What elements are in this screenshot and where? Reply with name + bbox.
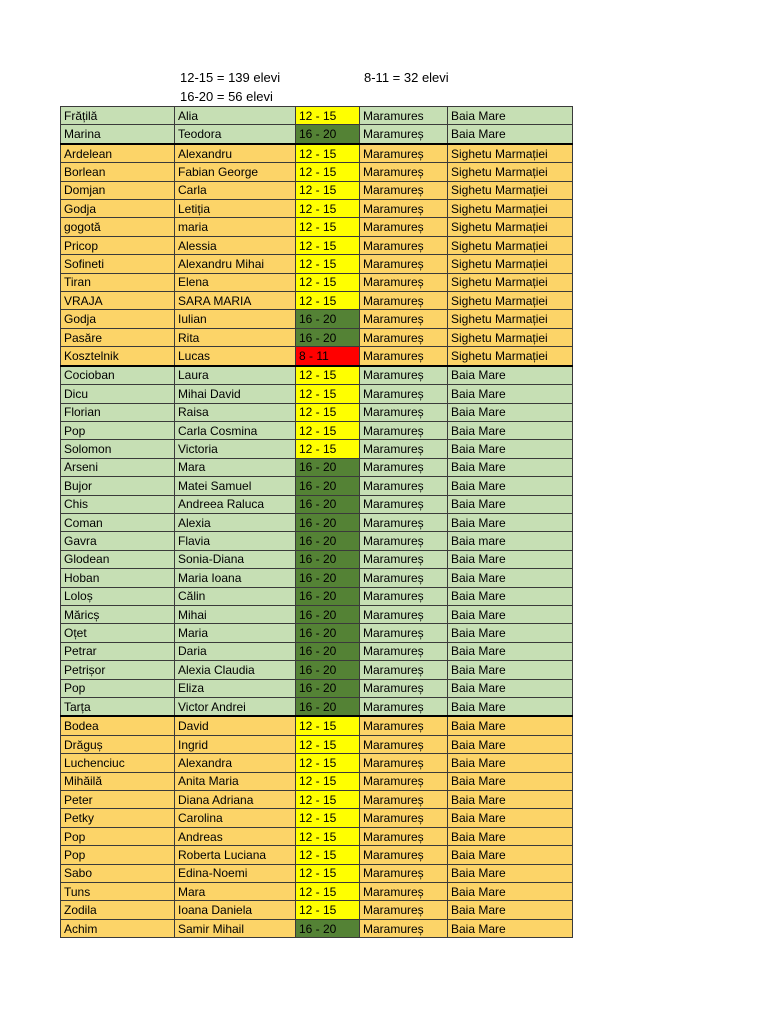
city-cell[interactable]: Baia Mare xyxy=(448,587,573,605)
last-name-cell[interactable]: Glodean xyxy=(61,550,175,568)
last-name-cell[interactable]: Oțet xyxy=(61,624,175,642)
age-group-cell[interactable]: 16 - 20 xyxy=(296,679,360,697)
city-cell[interactable]: Baia Mare xyxy=(448,569,573,587)
table-row xyxy=(61,347,573,366)
first-name-cell[interactable]: Călin xyxy=(175,587,296,605)
county-cell[interactable]: Maramureș xyxy=(360,385,448,403)
table-row xyxy=(61,754,573,772)
last-name-cell[interactable]: Mihăilă xyxy=(61,772,175,790)
county-cell[interactable]: Maramureș xyxy=(360,218,448,236)
age-group-cell[interactable]: 16 - 20 xyxy=(296,458,360,476)
last-name-cell[interactable]: Cocioban xyxy=(61,366,175,385)
first-name-cell[interactable]: Sonia-Diana xyxy=(175,550,296,568)
county-cell[interactable]: Maramureș xyxy=(360,827,448,845)
county-cell[interactable]: Maramureș xyxy=(360,403,448,421)
county-cell[interactable]: Maramureș xyxy=(360,310,448,328)
first-name-cell[interactable]: Alexandru Mihai xyxy=(175,255,296,273)
county-cell[interactable]: Maramureș xyxy=(360,458,448,476)
county-cell[interactable]: Maramureș xyxy=(360,163,448,181)
summary-age-16-20: 16-20 = 56 elevi xyxy=(180,89,273,104)
table-row xyxy=(61,827,573,845)
age-group-cell[interactable]: 12 - 15 xyxy=(296,273,360,291)
age-group-cell[interactable]: 12 - 15 xyxy=(296,292,360,310)
first-name-cell[interactable]: Maria xyxy=(175,624,296,642)
table-row xyxy=(61,809,573,827)
table-row xyxy=(61,163,573,181)
age-group-cell[interactable]: 16 - 20 xyxy=(296,587,360,605)
table-row xyxy=(61,883,573,901)
age-group-cell[interactable]: 12 - 15 xyxy=(296,772,360,790)
age-group-cell[interactable]: 12 - 15 xyxy=(296,236,360,254)
age-group-cell[interactable]: 16 - 20 xyxy=(296,550,360,568)
age-group-cell[interactable]: 12 - 15 xyxy=(296,716,360,735)
summary-age-12-15: 12-15 = 139 elevi xyxy=(180,70,281,85)
age-group-cell[interactable]: 12 - 15 xyxy=(296,883,360,901)
last-name-cell[interactable]: gogotă xyxy=(61,218,175,236)
county-cell[interactable]: Maramureș xyxy=(360,255,448,273)
table-row xyxy=(61,550,573,568)
city-cell[interactable]: Baia Mare xyxy=(448,495,573,513)
first-name-cell[interactable]: Andreas xyxy=(175,827,296,845)
last-name-cell[interactable]: Frățilă xyxy=(61,107,175,125)
first-name-cell[interactable]: Letiția xyxy=(175,200,296,218)
age-group-cell[interactable]: 16 - 20 xyxy=(296,919,360,937)
table-row xyxy=(61,569,573,587)
last-name-cell[interactable]: Godja xyxy=(61,310,175,328)
table-row xyxy=(61,864,573,882)
age-group-cell[interactable]: 16 - 20 xyxy=(296,532,360,550)
last-name-cell[interactable]: Arseni xyxy=(61,458,175,476)
first-name-cell[interactable]: Teodora xyxy=(175,125,296,144)
county-cell[interactable]: Maramureș xyxy=(360,181,448,199)
county-cell[interactable]: Maramureș xyxy=(360,328,448,346)
last-name-cell[interactable]: Florian xyxy=(61,403,175,421)
city-cell[interactable]: Sighetu Marmației xyxy=(448,255,573,273)
table-row xyxy=(61,901,573,919)
city-cell[interactable]: Baia Mare xyxy=(448,679,573,697)
city-cell[interactable]: Baia Mare xyxy=(448,624,573,642)
last-name-cell[interactable]: Hoban xyxy=(61,569,175,587)
first-name-cell[interactable]: Alexandru xyxy=(175,144,296,163)
city-cell[interactable]: Baia Mare xyxy=(448,605,573,623)
table-row xyxy=(61,661,573,679)
age-group-cell[interactable]: 12 - 15 xyxy=(296,163,360,181)
county-cell[interactable]: Maramureș xyxy=(360,477,448,495)
first-name-cell[interactable]: Mihai xyxy=(175,605,296,623)
first-name-cell[interactable]: Roberta Luciana xyxy=(175,846,296,864)
county-cell[interactable]: Maramureș xyxy=(360,624,448,642)
county-cell[interactable]: Maramureș xyxy=(360,698,448,717)
first-name-cell[interactable]: Matei Samuel xyxy=(175,477,296,495)
table-row xyxy=(61,679,573,697)
first-name-cell[interactable]: Andreea Raluca xyxy=(175,495,296,513)
last-name-cell[interactable]: Sabo xyxy=(61,864,175,882)
age-group-cell[interactable]: 12 - 15 xyxy=(296,144,360,163)
last-name-cell[interactable]: Sofineti xyxy=(61,255,175,273)
first-name-cell[interactable]: Alexia xyxy=(175,513,296,531)
age-group-cell[interactable]: 16 - 20 xyxy=(296,513,360,531)
city-cell[interactable]: Sighetu Marmației xyxy=(448,347,573,366)
last-name-cell[interactable]: Bujor xyxy=(61,477,175,495)
city-cell[interactable]: Baia Mare xyxy=(448,772,573,790)
county-cell[interactable]: Maramureș xyxy=(360,273,448,291)
age-group-cell[interactable]: 16 - 20 xyxy=(296,125,360,144)
age-group-cell[interactable]: 16 - 20 xyxy=(296,310,360,328)
last-name-cell[interactable]: Achim xyxy=(61,919,175,937)
table-row xyxy=(61,440,573,458)
city-cell[interactable]: Baia Mare xyxy=(448,513,573,531)
first-name-cell[interactable]: Daria xyxy=(175,642,296,660)
age-group-cell[interactable]: 12 - 15 xyxy=(296,181,360,199)
last-name-cell[interactable]: Pop xyxy=(61,421,175,439)
first-name-cell[interactable]: Maria Ioana xyxy=(175,569,296,587)
age-group-cell[interactable]: 12 - 15 xyxy=(296,846,360,864)
last-name-cell[interactable]: Zodila xyxy=(61,901,175,919)
city-cell[interactable]: Baia Mare xyxy=(448,883,573,901)
age-group-cell[interactable]: 16 - 20 xyxy=(296,698,360,717)
table-row xyxy=(61,716,573,735)
county-cell[interactable]: Maramureș xyxy=(360,883,448,901)
last-name-cell[interactable]: Kosztelnik xyxy=(61,347,175,366)
county-cell[interactable]: Maramureș xyxy=(360,587,448,605)
last-name-cell[interactable]: VRAJA xyxy=(61,292,175,310)
table-row xyxy=(61,200,573,218)
table-row xyxy=(61,273,573,291)
city-cell[interactable]: Baia Mare xyxy=(448,458,573,476)
city-cell[interactable]: Baia Mare xyxy=(448,809,573,827)
first-name-cell[interactable]: Edina-Noemi xyxy=(175,864,296,882)
first-name-cell[interactable]: Alexia Claudia xyxy=(175,661,296,679)
city-cell[interactable]: Baia Mare xyxy=(448,440,573,458)
table-row xyxy=(61,513,573,531)
age-group-cell[interactable]: 16 - 20 xyxy=(296,624,360,642)
last-name-cell[interactable]: Bodea xyxy=(61,716,175,735)
city-cell[interactable]: Baia mare xyxy=(448,532,573,550)
last-name-cell[interactable]: Luchenciuc xyxy=(61,754,175,772)
last-name-cell[interactable]: Drăguș xyxy=(61,735,175,753)
first-name-cell[interactable]: Anita Maria xyxy=(175,772,296,790)
city-cell[interactable]: Sighetu Marmației xyxy=(448,328,573,346)
city-cell[interactable]: Baia Mare xyxy=(448,698,573,717)
table-row xyxy=(61,255,573,273)
city-cell[interactable]: Baia Mare xyxy=(448,366,573,385)
table-row xyxy=(61,735,573,753)
age-group-cell[interactable]: 12 - 15 xyxy=(296,403,360,421)
first-name-cell[interactable]: Alexandra xyxy=(175,754,296,772)
age-group-cell[interactable]: 12 - 15 xyxy=(296,864,360,882)
city-cell[interactable]: Baia Mare xyxy=(448,477,573,495)
city-cell[interactable]: Baia Mare xyxy=(448,125,573,144)
county-cell[interactable]: Maramureș xyxy=(360,754,448,772)
age-group-cell[interactable]: 12 - 15 xyxy=(296,735,360,753)
county-cell[interactable]: Maramureș xyxy=(360,550,448,568)
table-row xyxy=(61,532,573,550)
table-row xyxy=(61,310,573,328)
city-cell[interactable]: Baia Mare xyxy=(448,791,573,809)
county-cell[interactable]: Maramureș xyxy=(360,901,448,919)
table-row xyxy=(61,236,573,254)
city-cell[interactable]: Baia Mare xyxy=(448,754,573,772)
table-row xyxy=(61,328,573,346)
city-cell[interactable]: Baia Mare xyxy=(448,661,573,679)
first-name-cell[interactable]: Iulian xyxy=(175,310,296,328)
county-cell[interactable]: Maramureș xyxy=(360,716,448,735)
table-row xyxy=(61,125,573,144)
age-group-cell[interactable]: 16 - 20 xyxy=(296,605,360,623)
city-cell[interactable]: Baia Mare xyxy=(448,901,573,919)
city-cell[interactable]: Sighetu Marmației xyxy=(448,200,573,218)
table-row xyxy=(61,366,573,385)
table-row xyxy=(61,477,573,495)
city-cell[interactable]: Sighetu Marmației xyxy=(448,181,573,199)
table-row xyxy=(61,144,573,163)
age-group-cell[interactable]: 16 - 20 xyxy=(296,495,360,513)
age-group-cell[interactable]: 8 - 11 xyxy=(296,347,360,366)
age-group-cell[interactable]: 16 - 20 xyxy=(296,569,360,587)
table-row xyxy=(61,846,573,864)
city-cell[interactable]: Sighetu Marmației xyxy=(448,236,573,254)
last-name-cell[interactable]: Pop xyxy=(61,827,175,845)
county-cell[interactable]: Maramureș xyxy=(360,125,448,144)
county-cell[interactable]: Maramureș xyxy=(360,791,448,809)
city-cell[interactable]: Baia Mare xyxy=(448,107,573,125)
last-name-cell[interactable]: Tiran xyxy=(61,273,175,291)
first-name-cell[interactable]: Flavia xyxy=(175,532,296,550)
county-cell[interactable]: Maramureș xyxy=(360,772,448,790)
age-group-cell[interactable]: 12 - 15 xyxy=(296,421,360,439)
last-name-cell[interactable]: Domjan xyxy=(61,181,175,199)
age-group-cell[interactable]: 12 - 15 xyxy=(296,901,360,919)
last-name-cell[interactable]: Chis xyxy=(61,495,175,513)
city-cell[interactable]: Baia Mare xyxy=(448,735,573,753)
age-group-cell[interactable]: 16 - 20 xyxy=(296,642,360,660)
first-name-cell[interactable]: Mara xyxy=(175,458,296,476)
age-group-cell[interactable]: 12 - 15 xyxy=(296,809,360,827)
city-cell[interactable]: Baia Mare xyxy=(448,385,573,403)
table-row xyxy=(61,772,573,790)
last-name-cell[interactable]: Petrar xyxy=(61,642,175,660)
county-cell[interactable]: Maramureș xyxy=(360,569,448,587)
county-cell[interactable]: Maramureș xyxy=(360,421,448,439)
age-group-cell[interactable]: 12 - 15 xyxy=(296,440,360,458)
age-group-cell[interactable]: 12 - 15 xyxy=(296,791,360,809)
first-name-cell[interactable]: Samir Mihail xyxy=(175,919,296,937)
city-cell[interactable]: Baia Mare xyxy=(448,403,573,421)
table-row xyxy=(61,495,573,513)
last-name-cell[interactable]: Dicu xyxy=(61,385,175,403)
age-group-cell[interactable]: 12 - 15 xyxy=(296,218,360,236)
first-name-cell[interactable]: Eliza xyxy=(175,679,296,697)
county-cell[interactable]: Maramureș xyxy=(360,292,448,310)
first-name-cell[interactable]: SARA MARIA xyxy=(175,292,296,310)
last-name-cell[interactable]: Solomon xyxy=(61,440,175,458)
last-name-cell[interactable]: Petky xyxy=(61,809,175,827)
county-cell[interactable]: Maramureș xyxy=(360,236,448,254)
summary-age-8-11: 8-11 = 32 elevi xyxy=(364,70,449,85)
first-name-cell[interactable]: Laura xyxy=(175,366,296,385)
county-cell[interactable]: Maramureș xyxy=(360,440,448,458)
last-name-cell[interactable]: Loloș xyxy=(61,587,175,605)
county-cell[interactable]: Maramureș xyxy=(360,495,448,513)
county-cell[interactable]: Maramureș xyxy=(360,532,448,550)
first-name-cell[interactable]: Ioana Daniela xyxy=(175,901,296,919)
first-name-cell[interactable]: Carolina xyxy=(175,809,296,827)
city-cell[interactable]: Sighetu Marmației xyxy=(448,310,573,328)
city-cell[interactable]: Baia Mare xyxy=(448,827,573,845)
table-row xyxy=(61,605,573,623)
last-name-cell[interactable]: Pricop xyxy=(61,236,175,254)
table-row xyxy=(61,791,573,809)
county-cell[interactable]: Maramureș xyxy=(360,144,448,163)
county-cell[interactable]: Maramureș xyxy=(360,661,448,679)
last-name-cell[interactable]: Măricș xyxy=(61,605,175,623)
city-cell[interactable]: Baia Mare xyxy=(448,864,573,882)
student-table xyxy=(60,106,573,938)
table-row xyxy=(61,624,573,642)
last-name-cell[interactable]: Pasăre xyxy=(61,328,175,346)
last-name-cell[interactable]: Godja xyxy=(61,200,175,218)
first-name-cell[interactable]: Diana Adriana xyxy=(175,791,296,809)
city-cell[interactable]: Baia Mare xyxy=(448,421,573,439)
table-row xyxy=(61,698,573,717)
first-name-cell[interactable]: Mihai David xyxy=(175,385,296,403)
city-cell[interactable]: Baia Mare xyxy=(448,716,573,735)
county-cell[interactable]: Maramureș xyxy=(360,735,448,753)
first-name-cell[interactable]: Elena xyxy=(175,273,296,291)
first-name-cell[interactable]: Mara xyxy=(175,883,296,901)
first-name-cell[interactable]: Carla xyxy=(175,181,296,199)
table-row xyxy=(61,587,573,605)
table-row xyxy=(61,107,573,125)
last-name-cell[interactable]: Marina xyxy=(61,125,175,144)
first-name-cell[interactable]: Fabian George xyxy=(175,163,296,181)
county-cell[interactable]: Maramureș xyxy=(360,200,448,218)
table-row xyxy=(61,403,573,421)
first-name-cell[interactable]: Raisa xyxy=(175,403,296,421)
table-row xyxy=(61,642,573,660)
last-name-cell[interactable]: Pop xyxy=(61,679,175,697)
age-group-cell[interactable]: 12 - 15 xyxy=(296,255,360,273)
last-name-cell[interactable]: Coman xyxy=(61,513,175,531)
table-row xyxy=(61,218,573,236)
table-row xyxy=(61,292,573,310)
age-group-cell[interactable]: 12 - 15 xyxy=(296,200,360,218)
first-name-cell[interactable]: Ingrid xyxy=(175,735,296,753)
last-name-cell[interactable]: Ardelean xyxy=(61,144,175,163)
city-cell[interactable]: Sighetu Marmației xyxy=(448,273,573,291)
last-name-cell[interactable]: Borlean xyxy=(61,163,175,181)
county-cell[interactable]: Maramureș xyxy=(360,642,448,660)
city-cell[interactable]: Sighetu Marmației xyxy=(448,144,573,163)
first-name-cell[interactable]: David xyxy=(175,716,296,735)
age-group-cell[interactable]: 16 - 20 xyxy=(296,477,360,495)
county-cell[interactable]: Maramureș xyxy=(360,809,448,827)
county-cell[interactable]: Maramures xyxy=(360,107,448,125)
table-row xyxy=(61,385,573,403)
last-name-cell[interactable]: Tarța xyxy=(61,698,175,717)
table-row xyxy=(61,919,573,937)
city-cell[interactable]: Sighetu Marmației xyxy=(448,163,573,181)
student-table-body xyxy=(61,107,573,938)
last-name-cell[interactable]: Gavra xyxy=(61,532,175,550)
county-cell[interactable]: Maramureș xyxy=(360,366,448,385)
last-name-cell[interactable]: Tuns xyxy=(61,883,175,901)
city-cell[interactable]: Sighetu Marmației xyxy=(448,292,573,310)
age-group-cell[interactable]: 12 - 15 xyxy=(296,827,360,845)
county-cell[interactable]: Maramureș xyxy=(360,513,448,531)
city-cell[interactable]: Baia Mare xyxy=(448,642,573,660)
first-name-cell[interactable]: maria xyxy=(175,218,296,236)
table-row xyxy=(61,421,573,439)
age-group-cell[interactable]: 16 - 20 xyxy=(296,328,360,346)
city-cell[interactable]: Baia Mare xyxy=(448,919,573,937)
first-name-cell[interactable]: Rita xyxy=(175,328,296,346)
first-name-cell[interactable]: Alessia xyxy=(175,236,296,254)
last-name-cell[interactable]: Pop xyxy=(61,846,175,864)
first-name-cell[interactable]: Victoria xyxy=(175,440,296,458)
city-cell[interactable]: Baia Mare xyxy=(448,846,573,864)
city-cell[interactable]: Baia Mare xyxy=(448,550,573,568)
first-name-cell[interactable]: Lucas xyxy=(175,347,296,366)
county-cell[interactable]: Maramureș xyxy=(360,846,448,864)
last-name-cell[interactable]: Peter xyxy=(61,791,175,809)
age-group-cell[interactable]: 12 - 15 xyxy=(296,385,360,403)
county-cell[interactable]: Maramureș xyxy=(360,347,448,366)
county-cell[interactable]: Maramureș xyxy=(360,679,448,697)
county-cell[interactable]: Maramureș xyxy=(360,864,448,882)
first-name-cell[interactable]: Victor Andrei xyxy=(175,698,296,717)
table-row xyxy=(61,458,573,476)
city-cell[interactable]: Sighetu Marmației xyxy=(448,218,573,236)
county-cell[interactable]: Maramureș xyxy=(360,605,448,623)
age-group-cell[interactable]: 12 - 15 xyxy=(296,754,360,772)
table-row xyxy=(61,181,573,199)
county-cell[interactable]: Maramureș xyxy=(360,919,448,937)
last-name-cell[interactable]: Petrișor xyxy=(61,661,175,679)
first-name-cell[interactable]: Alia xyxy=(175,107,296,125)
age-group-cell[interactable]: 16 - 20 xyxy=(296,661,360,679)
first-name-cell[interactable]: Carla Cosmina xyxy=(175,421,296,439)
age-group-cell[interactable]: 12 - 15 xyxy=(296,107,360,125)
age-group-cell[interactable]: 12 - 15 xyxy=(296,366,360,385)
